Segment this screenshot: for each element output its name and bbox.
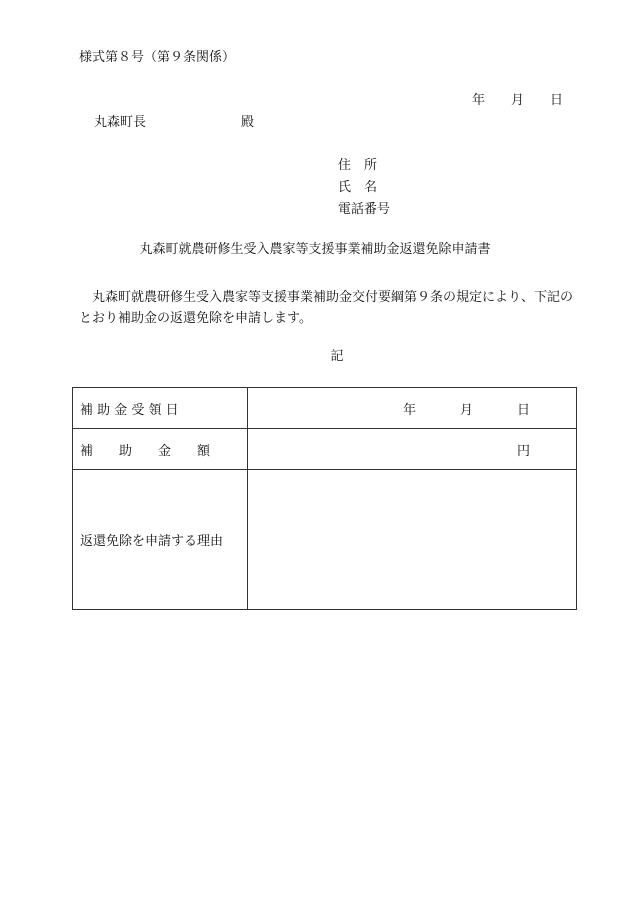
date-year-label: 年 bbox=[472, 93, 486, 108]
table-row bbox=[73, 388, 577, 429]
table-row bbox=[73, 429, 577, 470]
receipt-year-label: 年 bbox=[402, 402, 416, 418]
ki-heading: 記 bbox=[330, 349, 344, 364]
body-text: 丸森町就農研修生受入農家等支援事業補助金交付要綱第９条の規定により、下記のとおり補助金の返還免除を申請します。 bbox=[79, 290, 574, 326]
yen-unit: 円 bbox=[516, 443, 530, 459]
date-day-label: 日 bbox=[550, 93, 564, 108]
addressee: 丸森町長 bbox=[94, 115, 147, 130]
honorific: 殿 bbox=[241, 115, 255, 130]
receipt-date-field[interactable] bbox=[248, 388, 577, 429]
subsidy-amount-field[interactable] bbox=[248, 429, 577, 470]
subsidy-amount-label: 補 助 金 額 bbox=[73, 429, 248, 470]
phone-label: 電話番号 bbox=[338, 202, 391, 217]
receipt-day-label: 日 bbox=[516, 402, 530, 418]
form-number: 様式第８号（第９条関係） bbox=[79, 50, 236, 65]
receipt-month-label: 月 bbox=[459, 402, 473, 418]
table-row bbox=[73, 470, 577, 610]
address-label: 住 所 bbox=[338, 158, 378, 173]
submission-date bbox=[472, 94, 563, 107]
receipt-date-label: 補 助 金 受 領 日 bbox=[73, 388, 248, 429]
detail-table bbox=[72, 387, 577, 610]
date-month-label: 月 bbox=[511, 93, 525, 108]
addressee-line bbox=[94, 116, 254, 129]
applicant-block bbox=[338, 159, 390, 225]
exemption-reason-label: 返還免除を申請する理由 bbox=[73, 470, 248, 610]
document-title: 丸森町就農研修生受入農家等支援事業補助金返還免除申請書 bbox=[139, 242, 491, 257]
name-label: 氏 名 bbox=[338, 180, 378, 195]
exemption-reason-field[interactable] bbox=[248, 470, 577, 610]
